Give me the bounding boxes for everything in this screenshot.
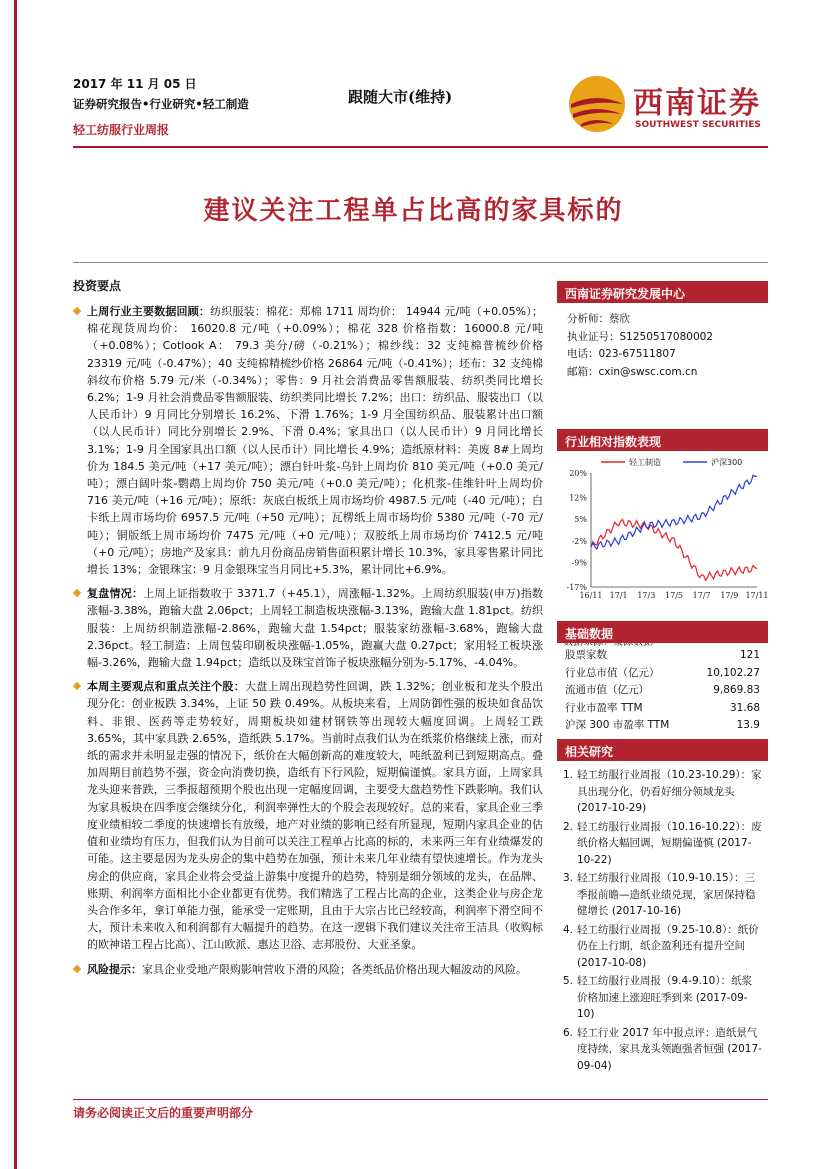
basic-row <box>557 647 768 665</box>
related-item[interactable] <box>563 819 762 869</box>
x-tick-label: 17/9 <box>720 591 739 600</box>
related-text: 轻工纺服行业周报（10.23-10.29）：家具出现分化，仍看好细分领域龙头 (2017-10-29) <box>577 769 762 814</box>
basic-label: 流通市值（亿元） <box>565 684 649 696</box>
market-review-lead: 复盘情况： <box>87 587 144 601</box>
basic-row <box>557 700 768 718</box>
industry-rating: 跟随大市(维持) <box>348 88 453 106</box>
legend-label: 轻工制造 <box>629 458 661 467</box>
y-tick-label: 12% <box>569 493 587 503</box>
company-logo <box>567 74 767 136</box>
weekly-views-text: 大盘上周出现趋势性回调，跌 1.32%；创业板和龙头个股出现分化：创业板跌 3.34%，上证 50 跌 0.49%。从板块来看，上周防御性强的板块如食品饮料、非银、医药等走势较好，周期板块如建材钢铁等出现较大幅度回调。上周轻工跌 3.65%，其中家具跌 2.65%，造纸跌 5.17%。当前时点我们认为在纸浆价格继续上涨，而对纸的需求并未明显走强的情况下，纸价在大幅创新高的难度较大，吨纸盈利已到短期高点。叠加周期目前趋势不强，资金向消费切换，造纸有下行风险，短期偏谨慎。家具方面，上周家具龙头迎来普跌，三季报超预期个股也出现一定幅度回调，主要受大盘趋势性下跌影响。我们认为家具板块在四季度会继续分化，利润率弹性大的个股会表现较好。总的来看，家具企业三季度业绩相较二季度的快速增长有放缓，地产对业绩的影响已经有所显现，短期内家具企业的估值和业绩均有压力，但我们认为目前可以关注工程单占比高的标的，未来两三年有业绩爆发的可能。这主要是因为龙头房企的集中趋势在加强，预计未来几年业绩有望快速增长。作为龙头房企的供应商，家具企业将会受益上游集中度提升的趋势，特别是细分领域的龙头，在品牌、账期、利润率方面相比小企业都更有优势。我们精选了工程占比高的企业，这类企业与房企龙头合作多年，拿订单能力强，能承受一定账期，且由于大宗占比已经较高，利润率下滑空间不大，预计未来收入和利润都有大幅提升的趋势。在这一逻辑下我们建议关注帝王洁具（收购标的欧神诺工程占比高）、江山欧派、惠达卫浴、志邦股份、大亚圣象。 <box>87 680 543 952</box>
analyst-phone: 电话：023-67511807 <box>567 348 676 360</box>
related-num: 4. <box>563 923 574 936</box>
related-item[interactable] <box>563 973 762 1023</box>
related-num: 1. <box>563 769 574 781</box>
x-tick-label: 17/3 <box>637 591 656 600</box>
weekly-data-lead: 上周行业主要数据回顾： <box>87 305 211 318</box>
risk-warning <box>73 961 543 978</box>
analyst-panel <box>557 281 768 381</box>
basic-value: 121 <box>739 649 760 661</box>
basic-value: 10,102.27 <box>706 666 760 679</box>
investment-highlights <box>73 277 543 985</box>
basic-value: 13.9 <box>736 719 760 731</box>
related-research-panel <box>557 739 768 1076</box>
x-tick-label: 17/11 <box>745 591 768 600</box>
basic-row <box>557 682 768 700</box>
analyst-email[interactable]: 邮箱：cxin@swsc.com.cn <box>567 365 698 378</box>
x-tick-label: 16/11 <box>579 591 603 600</box>
basic-value: 9,869.83 <box>713 684 760 696</box>
series-line <box>591 520 757 581</box>
related-text: 轻工纺服行业周报（10.9-10.15）：三季报前瞻—造纸业绩兑现，家居保持稳健增长 (2017-10-16) <box>577 872 756 917</box>
y-tick-label: -9% <box>571 558 587 568</box>
related-text: 轻工纺服行业周报（9.4-9.10）：纸浆价格加速上涨迎旺季到来 (2017-09-10) <box>577 975 753 1020</box>
related-item[interactable] <box>563 922 762 972</box>
left-accent-bar <box>14 0 17 1169</box>
relative-index-chart <box>557 451 768 631</box>
basic-row <box>557 665 768 683</box>
y-tick-label: -2% <box>571 536 587 546</box>
y-tick-label: 5% <box>574 515 587 525</box>
weekly-data-review <box>73 303 543 578</box>
related-num: 2. <box>563 820 574 833</box>
y-tick-label: 20% <box>569 469 587 478</box>
related-num: 5. <box>563 975 574 987</box>
logo-chinese-text: 西南证券 <box>633 86 761 121</box>
weekly-views <box>73 678 543 953</box>
basic-label: 行业市盈率 TTM <box>565 701 643 714</box>
related-text: 轻工纺服行业周报（9.25-10.8）：纸价仍在上行期，纸企盈利还有提升空间 (2017-10-08) <box>577 923 759 969</box>
basic-data-heading: 基础数据 <box>557 621 768 643</box>
risk-warning-text: 家具企业受地产限购影响营收下滑的风险；各类纸品价格出现大幅波动的风险。 <box>142 962 527 976</box>
header-divider <box>73 146 768 148</box>
basic-label: 沪深 300 市盈率 TTM <box>565 719 670 731</box>
analyst-heading: 西南证券研究发展中心 <box>557 281 768 303</box>
report-date: 2017 年 11 月 05 日 <box>73 77 197 91</box>
y-tick-label: -17% <box>566 583 587 592</box>
basic-data-panel <box>557 621 768 735</box>
x-tick-label: 17/7 <box>692 591 711 600</box>
weekly-views-lead: 本周主要观点和重点关注个股： <box>87 680 245 694</box>
report-series: 轻工纺服行业周报 <box>73 123 170 137</box>
disclaimer-footer: 请务必阅读正文后的重要声明部分 <box>73 1106 254 1120</box>
analyst-name: 分析师：蔡欣 <box>567 313 630 325</box>
related-text: 轻工行业 2017 年中报点评：造纸景气度持续，家具龙头领跑强者恒强 (2017-09-04) <box>577 1026 762 1072</box>
related-text: 轻工纺服行业周报（10.16-10.22）：废纸价格大幅回调，短期偏谨慎 (2017-10-22) <box>577 820 762 866</box>
related-num: 3. <box>563 872 574 884</box>
related-item[interactable] <box>563 767 762 817</box>
report-type: 证券研究报告•行业研究•轻工制造 <box>73 97 249 111</box>
basic-row <box>557 717 768 735</box>
basic-label: 行业总市值（亿元） <box>565 666 660 679</box>
logo-emblem-icon <box>567 74 627 134</box>
related-item[interactable] <box>563 870 762 920</box>
related-item[interactable] <box>563 1025 762 1075</box>
weekly-data-text: 纺织服装：棉花：郑棉 1711 周均价： 14944 元/吨（+0.05%）；棉花现货周均价： 16020.8 元/吨（+0.09%）；棉花 328 价格指数：16000.8 元/吨（+0.08%）；Cotlook A： 79.3 美分/磅（-0.21%）；棉纱线：32 支纯棉普梳纱价格 23319 元/吨（-0.47%）；40 支纯棉精梳纱价格 26864 元/吨（-0.41%）；坯布：32 支纯棉斜纹布价格 5.79 元/米（-0.34%）；零售：9 月社会消费品零售额服装、纺织类同比增长 6.2%；1-9 月社会消费品零售额服装、纺织类同比增长 7.2%；出口：纺织品、服装出口（以人民币计）9 月同比分别增长 16.2%、下滑 1.76%；1-9 月全国纺织品、服装累计出口额（以人民币计）同比分别增长 2.9%、下滑 0.4%；家具出口（以人民币计）9 月同比增长 3.1%；1-9 月全国家具出口额（以人民币计）同比增长 4.9%；造纸原材料：美废 8#上周均价为 184.5 美元/吨（+17 美元/吨）；漂白针叶浆-乌针上周均价 810 美元/吨（+0.0 美元/吨）；漂白阔叶浆-鹦鹉上周均价 750 美元/吨（+0.0 美元/吨）；化机浆-佳维针叶上周均价 716 美元/吨（+16 元/吨）；原纸：灰底白板纸上周市场均价 4987.5 元/吨（-40 元/吨）；白卡纸上周市场均价 6957.5 元/吨（+50 元/吨）；瓦楞纸上周市场均价 5380 元/吨（-70 元/吨）；铜版纸上周市场均价 7475 元/吨（+0 元/吨）；双胶纸上周市场均价 7412.5 元/吨（+0 元/吨）；房地产及家具：前九月份商品房销售面积累计增长 10.3%，家具零售累计同比增长 13%；金银珠宝：9 月金银珠宝当月同比+5.3%，累计同比+6.9%。 <box>87 305 543 577</box>
risk-warning-lead: 风险提示： <box>87 962 142 976</box>
analyst-license: 执业证号：S1250517080002 <box>567 330 714 343</box>
highlights-heading: 投资要点 <box>73 279 122 293</box>
basic-value: 31.68 <box>729 701 760 714</box>
market-review-text: 上周上证指数收于 3371.7（+45.1），周涨幅-1.32%。上周纺织服装(申万)指数涨幅-3.38%，跑输大盘 2.06pct；上周轻工制造板块涨幅-3.13%，跑输大盘 1.81pct。纺织服装：上周纺织制造涨幅-2.86%，跑输大盘 1.54pct；服装家纺涨幅-3.68%，跑输大盘 2.36pct。轻工制造：上周包装印刷板块涨幅-1.05%，跑赢大盘 0.27pct；家用轻工板块涨幅-3.26%，跑输大盘 1.94pct；造纸以及珠宝首饰子板块涨幅分别为-5.17%、-4.04%。 <box>87 587 543 670</box>
index-chart-panel <box>557 429 768 648</box>
title-divider <box>73 262 768 263</box>
x-tick-label: 17/5 <box>665 591 683 600</box>
legend-label: 沪深300 <box>711 458 743 467</box>
related-heading: 相关研究 <box>557 739 768 761</box>
basic-label: 股票家数 <box>565 649 607 661</box>
logo-english-text: SOUTHWEST SECURITIES <box>635 120 761 130</box>
market-review <box>73 585 543 671</box>
x-tick-label: 17/1 <box>609 591 628 600</box>
footer-divider <box>73 1099 768 1100</box>
report-title: 建议关注工程单占比高的家具标的 <box>203 196 624 226</box>
related-num: 6. <box>563 1026 574 1039</box>
index-chart-heading: 行业相对指数表现 <box>557 429 768 451</box>
